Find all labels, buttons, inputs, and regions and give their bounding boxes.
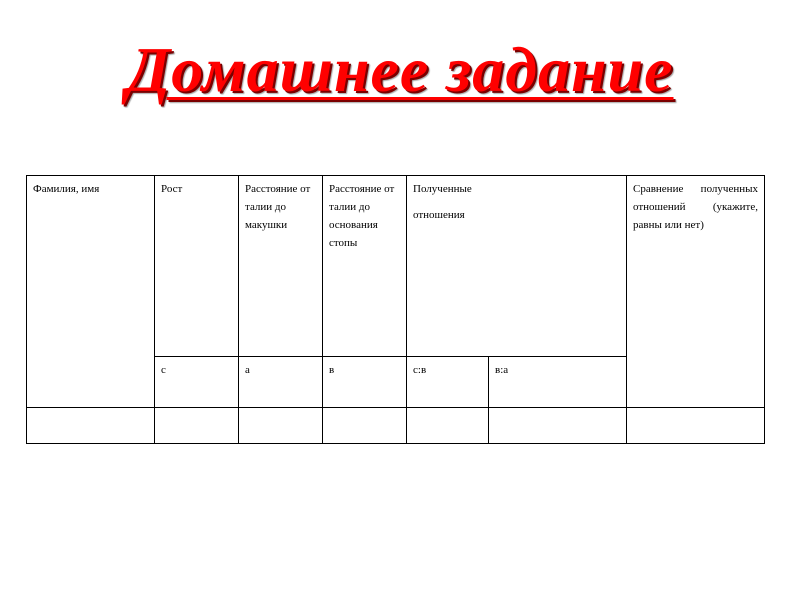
page-title: Домашнее задание	[126, 34, 674, 105]
header-waist-to-foot: Расстояние от талии до основания стопы	[323, 176, 407, 357]
symbol-c: с	[155, 357, 239, 408]
cell-empty[interactable]	[627, 408, 765, 444]
cell-empty[interactable]	[155, 408, 239, 444]
cell-empty[interactable]	[323, 408, 407, 444]
header-height: Рост	[155, 176, 239, 357]
cell-empty[interactable]	[239, 408, 323, 444]
cell-empty[interactable]	[27, 408, 155, 444]
symbol-a: а	[239, 357, 323, 408]
symbol-c-to-b: с:в	[407, 357, 489, 408]
header-comparison: Сравнение полученных отношений (укажите, равны или нет)	[627, 176, 765, 408]
symbol-b: в	[323, 357, 407, 408]
table-header-row	[27, 176, 765, 357]
header-name: Фамилия, имя	[27, 176, 155, 408]
header-ratios	[407, 176, 627, 357]
table-row-empty	[27, 408, 765, 444]
symbol-b-to-a: в:а	[489, 357, 627, 408]
homework-table	[26, 175, 765, 444]
header-ratios-line2: отношения	[413, 209, 465, 221]
cell-empty[interactable]	[489, 408, 627, 444]
header-waist-to-top: Расстояние от талии до макушки	[239, 176, 323, 357]
header-ratios-line1: Полученные	[413, 183, 472, 195]
cell-empty[interactable]	[407, 408, 489, 444]
